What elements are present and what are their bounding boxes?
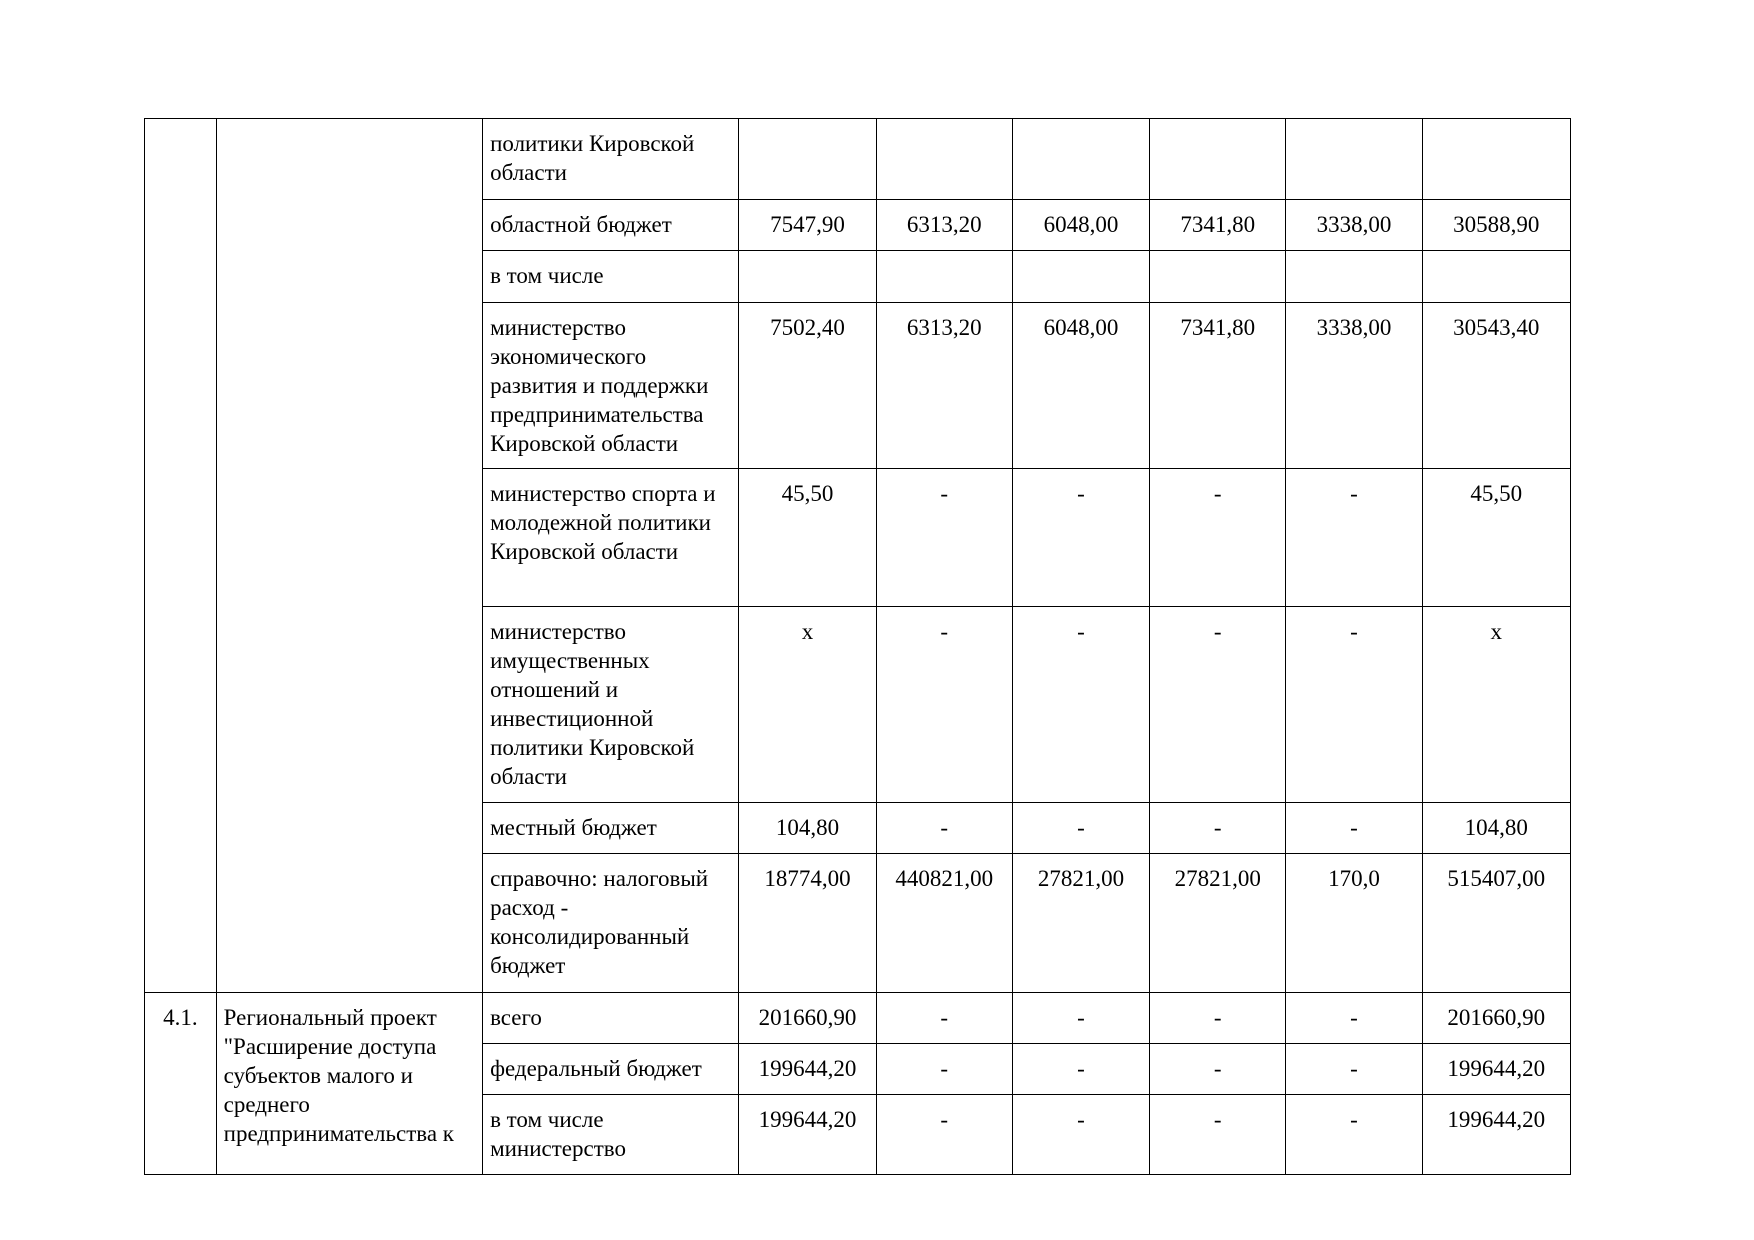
funding-source-cell: всего bbox=[483, 993, 739, 1044]
value-cell: 7502,40 bbox=[739, 303, 876, 469]
value-cell: - bbox=[1012, 469, 1149, 607]
value-cell bbox=[1150, 251, 1286, 303]
value-cell: 6048,00 bbox=[1012, 200, 1149, 251]
value-cell bbox=[1286, 119, 1422, 200]
value-cell: - bbox=[1286, 607, 1422, 803]
total-cell: 515407,00 bbox=[1422, 854, 1570, 993]
index-cell-empty bbox=[145, 119, 217, 993]
value-cell bbox=[876, 251, 1012, 303]
total-cell: 104,80 bbox=[1422, 803, 1570, 854]
value-cell: - bbox=[1150, 607, 1286, 803]
total-cell: 30543,40 bbox=[1422, 303, 1570, 469]
value-cell: - bbox=[1012, 607, 1149, 803]
value-cell: 27821,00 bbox=[1150, 854, 1286, 993]
value-cell: 170,0 bbox=[1286, 854, 1422, 993]
value-cell: 18774,00 bbox=[739, 854, 876, 993]
value-cell: 6313,20 bbox=[876, 200, 1012, 251]
funding-source-cell: федеральный бюджет bbox=[483, 1044, 739, 1095]
total-cell bbox=[1422, 251, 1570, 303]
value-cell: - bbox=[1150, 803, 1286, 854]
funding-source-cell: политики Кировской области bbox=[483, 119, 739, 200]
value-cell: - bbox=[876, 607, 1012, 803]
value-cell: - bbox=[1150, 1095, 1286, 1175]
value-cell: - bbox=[1012, 1044, 1149, 1095]
value-cell: - bbox=[1012, 993, 1149, 1044]
value-cell: 27821,00 bbox=[1012, 854, 1149, 993]
value-cell: 7341,80 bbox=[1150, 303, 1286, 469]
total-cell: 30588,90 bbox=[1422, 200, 1570, 251]
value-cell: - bbox=[1150, 993, 1286, 1044]
budget-table bbox=[144, 118, 1571, 1175]
value-cell: х bbox=[739, 607, 876, 803]
value-cell bbox=[1012, 119, 1149, 200]
value-cell: - bbox=[1286, 469, 1422, 607]
table-row bbox=[145, 119, 1571, 200]
value-cell: - bbox=[1286, 993, 1422, 1044]
value-cell: - bbox=[1150, 1044, 1286, 1095]
value-cell: 45,50 bbox=[739, 469, 876, 607]
funding-source-cell: справочно: налоговый расход - консолидированный бюджет bbox=[483, 854, 739, 993]
value-cell: 104,80 bbox=[739, 803, 876, 854]
value-cell: - bbox=[876, 1095, 1012, 1175]
value-cell: 6048,00 bbox=[1012, 303, 1149, 469]
funding-source-cell: министерство экономического развития и поддержки предпринимательства Кировской области bbox=[483, 303, 739, 469]
funding-source-cell: в том числе bbox=[483, 251, 739, 303]
funding-source-cell: в том числе министерство bbox=[483, 1095, 739, 1175]
value-cell bbox=[876, 119, 1012, 200]
value-cell: - bbox=[1012, 803, 1149, 854]
total-cell bbox=[1422, 119, 1570, 200]
total-cell: х bbox=[1422, 607, 1570, 803]
value-cell: - bbox=[1286, 803, 1422, 854]
value-cell bbox=[1012, 251, 1149, 303]
value-cell: - bbox=[876, 803, 1012, 854]
value-cell: 6313,20 bbox=[876, 303, 1012, 469]
value-cell: 7341,80 bbox=[1150, 200, 1286, 251]
value-cell: - bbox=[876, 993, 1012, 1044]
value-cell bbox=[739, 251, 876, 303]
funding-source-cell: министерство имущественных отношений и инвестиционной политики Кировской области bbox=[483, 607, 739, 803]
value-cell: 3338,00 bbox=[1286, 303, 1422, 469]
funding-source-cell: областной бюджет bbox=[483, 200, 739, 251]
value-cell: 3338,00 bbox=[1286, 200, 1422, 251]
section-index-cell: 4.1. bbox=[145, 993, 217, 1175]
total-cell: 199644,20 bbox=[1422, 1044, 1570, 1095]
total-cell: 45,50 bbox=[1422, 469, 1570, 607]
value-cell: - bbox=[1286, 1095, 1422, 1175]
value-cell: 440821,00 bbox=[876, 854, 1012, 993]
value-cell: 199644,20 bbox=[739, 1044, 876, 1095]
table-row bbox=[145, 993, 1571, 1044]
value-cell bbox=[1150, 119, 1286, 200]
value-cell: 201660,90 bbox=[739, 993, 876, 1044]
funding-source-cell: министерство спорта и молодежной политики Кировской области bbox=[483, 469, 739, 607]
value-cell: - bbox=[1012, 1095, 1149, 1175]
total-cell: 201660,90 bbox=[1422, 993, 1570, 1044]
value-cell: 199644,20 bbox=[739, 1095, 876, 1175]
value-cell: - bbox=[1150, 469, 1286, 607]
funding-source-cell: местный бюджет bbox=[483, 803, 739, 854]
value-cell: - bbox=[876, 469, 1012, 607]
total-cell: 199644,20 bbox=[1422, 1095, 1570, 1175]
name-cell-empty bbox=[216, 119, 482, 993]
value-cell bbox=[1286, 251, 1422, 303]
value-cell bbox=[739, 119, 876, 200]
value-cell: - bbox=[876, 1044, 1012, 1095]
value-cell: 7547,90 bbox=[739, 200, 876, 251]
value-cell: - bbox=[1286, 1044, 1422, 1095]
section-name-cell: Региональный проект "Расширение доступа субъектов малого и среднего предпринимательства к bbox=[216, 993, 482, 1175]
